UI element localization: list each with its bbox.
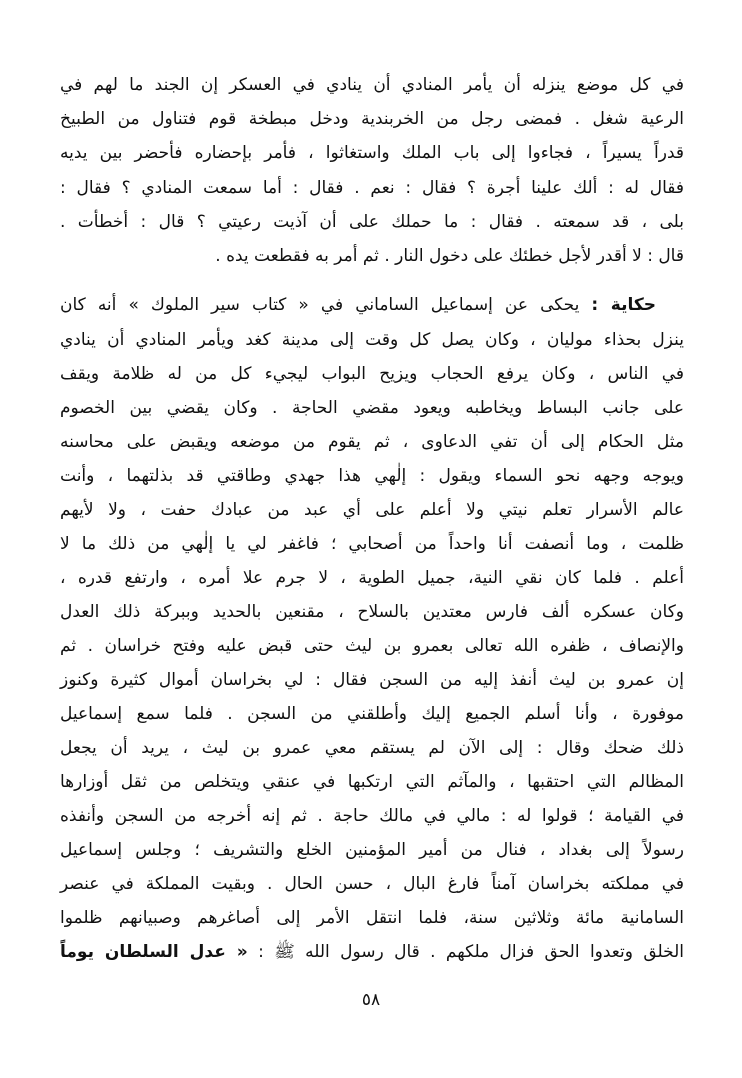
paragraph-2-first-line	[60, 290, 684, 320]
text-line: في كل موضع ينزله أن يأمر المنادي أن ينادي في العسكر إن الجند ما لهم في	[60, 75, 684, 95]
text-line: عالم الأسرار تعلم نيتي ولا أعلم على أي عبد من عبادك حفت ، ولا لأيهم	[60, 500, 684, 520]
text-line: المظالم التي احتقبها ، والمآثم التي ارتكبها في عنقي ويتخلص من ثقل أوزارها	[60, 772, 684, 792]
text-line: في الناس ، وكان يرفع الحجاب ويزيح البواب ليجيء كل من له ظلامة ويقف	[60, 364, 684, 384]
story-label: حكاية :	[591, 295, 656, 315]
text-line: بلى ، قد سمعته . فقال : ما حملك على أن آذيت رعيتي ؟ قال : أخطأت .	[60, 211, 684, 232]
page-number: ٥٨	[361, 990, 381, 1010]
text-line: مثل الحكام إلى أن تفي الدعاوى ، ثم يقوم من موضعه ويقبض على محاسنه	[60, 432, 684, 452]
text-line: في مملكته بخراسان آمناً فارغ البال ، حسن الحال . وبقيت المملكة في عنصر	[60, 874, 684, 894]
text-line: ظلمت ، وما أنصفت أنا واحداً من أصحابي ؛ فاغفر لي يا إلٰهي من ذلك ما لا	[60, 534, 684, 554]
text-line: السامانية مائة وثلاثين سنة، فلما انتقل الأمر إلى أصاغرهم وصبيانهم ظلموا	[60, 908, 684, 928]
text-line: وكان عسكره ألف فارس معتدين بالسلاح ، مقنعين بالحديد وببركة ذلك العدل	[60, 602, 684, 622]
text-line: أعلم . فلما كان نقي النية، جميل الطوية ، لا جرم علا أمره ، وارتفع قدره ،	[60, 568, 684, 588]
text-line: في القيامة ؛ قولوا له : مالي في مالك حاجة . ثم إنه أخرجه من السجن وأنفذه	[60, 806, 684, 826]
text-span: الخلق وتعدوا الحق فزال ملكهم . قال رسول الله ﷺ :	[258, 942, 685, 962]
text-line: قدراً يسيراً ، فجاءوا إلى باب الملك واستغاثوا ، فأمر بإحضاره فأحضر بين يديه	[60, 143, 684, 164]
text-line: ذلك ضحك وقال : إلى الآن لم يستقم معي عمرو بن ليث ، يريد أن يجعل	[60, 738, 684, 758]
text-line: موفورة ، وأنا أسلم الجميع إليك وأطلقني من السجن . فلما سمع إسماعيل	[60, 704, 684, 724]
text-line: ينزل بحذاء موليان ، وكان يصل كل وقت إلى مدينة كغد ويأمر المنادي أن ينادي	[60, 330, 684, 350]
text-line: الرعية شغل . فمضى رجل من الخربندية ودخل مبطخة قوم فتناول من الطبيخ	[60, 109, 684, 130]
text-line: على جانب البساط ويخاطبه ويعود مقضي الحاجة . وكان يقضي بين الخصوم	[60, 398, 684, 418]
text-line: رسولاً إلى بغداد ، فنال من أمير المؤمنين الخلع والتشريف ؛ وجلس إسماعيل	[60, 840, 684, 860]
text-line: إن عمرو بن ليث أنفذ إليه من السجن فقال : لي بخراسان أموال كثيرة وكنوز	[60, 670, 684, 690]
text-line: فقال له : ألك علينا أجرة ؟ فقال : نعم . فقال : أما سمعت المنادي ؟ فقال :	[60, 177, 684, 198]
hadith-quote: « عدل السلطان يوماً	[60, 942, 248, 962]
text-span: يحكى عن إسماعيل الساماني في « كتاب سير الملوك » أنه كان	[60, 295, 580, 315]
text-line: قال : لا أقدر لأجل خطئك على دخول النار . ثم أمر به فقطعت يده .	[215, 246, 684, 266]
text-line: والإنصاف ، ظفره الله تعالى بعمرو بن ليث حتى قبض عليه وفتح خراسان . ثم	[60, 636, 684, 656]
paragraph-2-last-line	[60, 937, 684, 967]
text-line: ويوجه وجهه نحو السماء ويقول : إلٰهي هذا جهدي وطاقتي قد بذلتهما ، وأنت	[60, 466, 684, 486]
